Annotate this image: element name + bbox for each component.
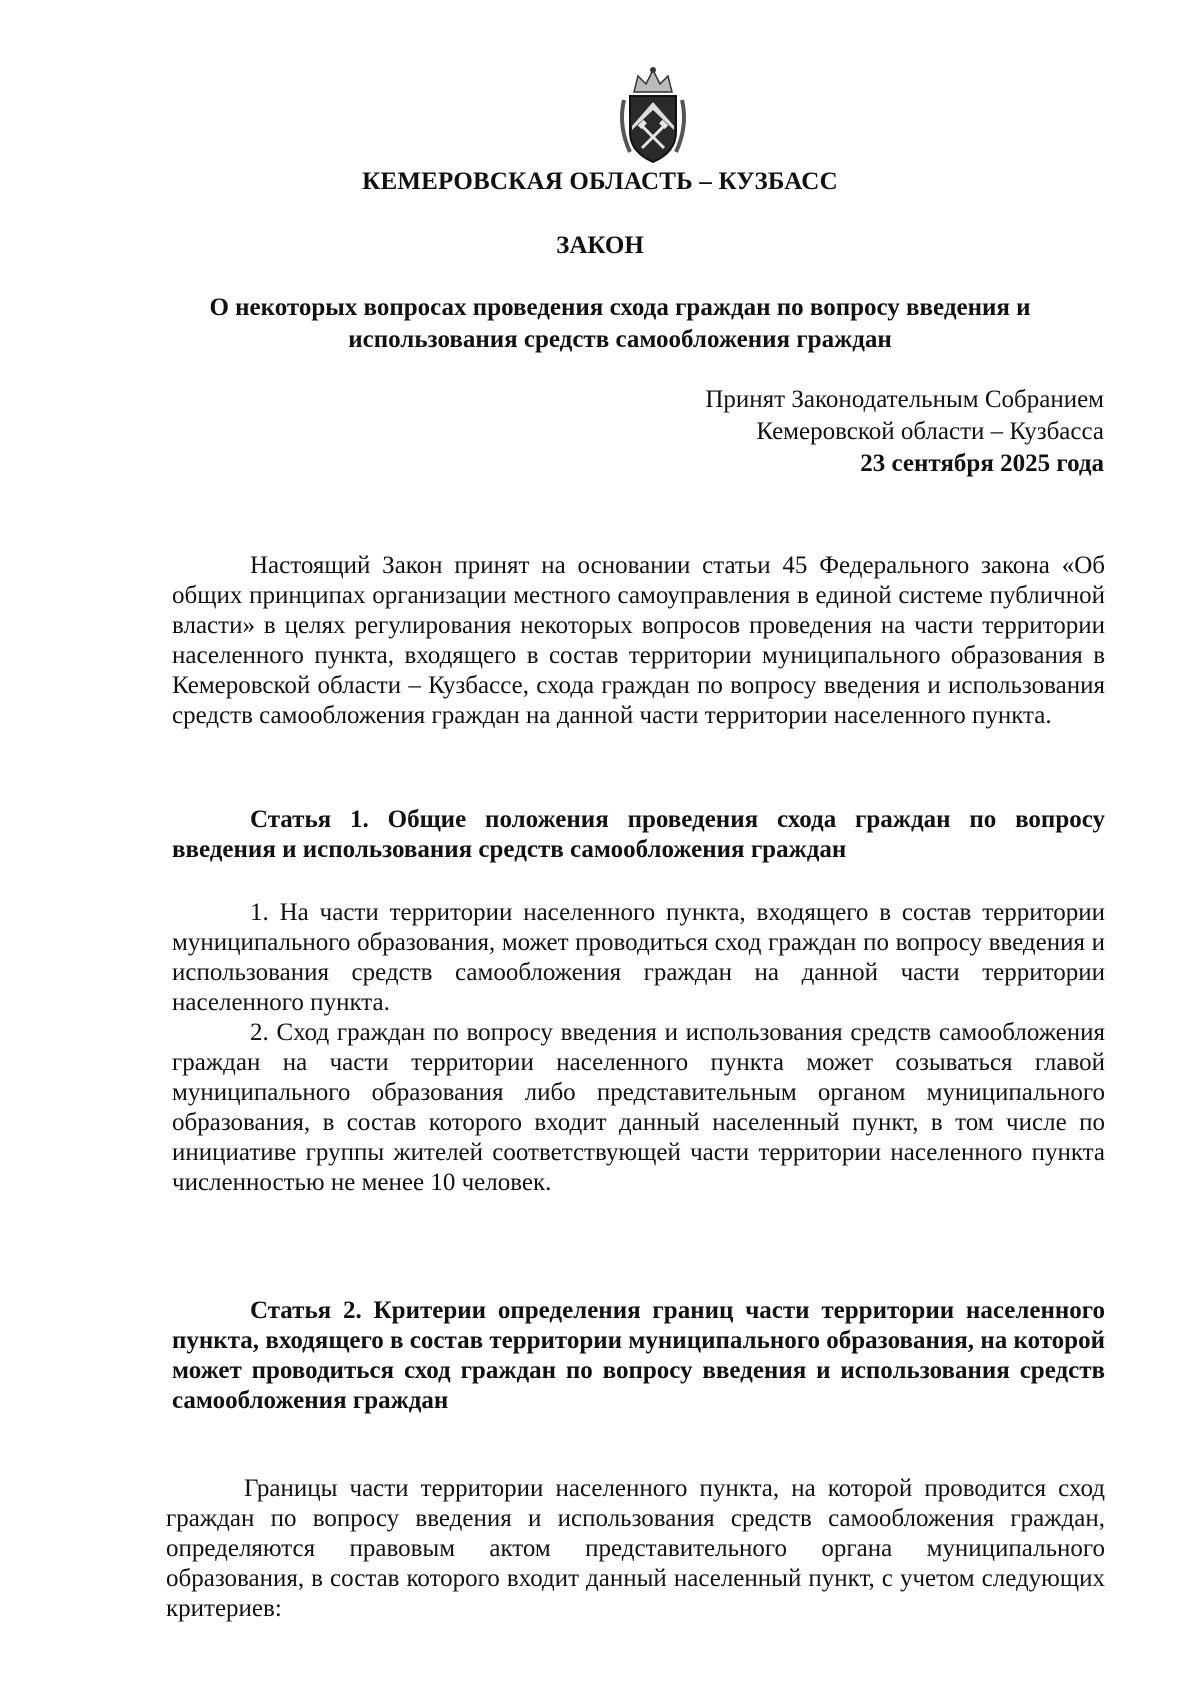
article-1-body: [172, 898, 1105, 1198]
article-1-heading: Статья 1. Общие положения проведения схода граждан по вопросу введения и использования средств самообложения граждан: [172, 806, 1105, 863]
article-1-item-2: 2. Сход граждан по вопросу введения и использования средств самообложения граждан на части территории населенного пункта может созываться главой муниципального образования либо представительным органом муниципального образования, в состав которого входит данный населенный пункт, в том числе по инициативе группы жителей соответствующей части территории населенного пункта численностью не менее 10 человек.: [172, 1019, 1105, 1196]
document-type: ЗАКОН: [556, 232, 644, 259]
preamble-paragraph: Настоящий Закон принят на основании статьи 45 Федерального закона «Об общих принципах организации местного самоуправления в единой системе публичной власти» в целях регулирования некоторых вопросов проведения на части территории населенного пункта, входящего в состав территории муниципального образования в Кемеровской области – Кузбассе, схода граждан по вопросу введения и использования средств самообложения граждан на данной части территории населенного пункта.: [172, 552, 1105, 729]
coat-of-arms-icon: [616, 66, 690, 166]
adoption-line-2: Кемеровской области – Кузбасса: [756, 418, 1104, 445]
region-name: КЕМЕРОВСКАЯ ОБЛАСТЬ – КУЗБАСС: [362, 168, 838, 195]
article-1-item-1: 1. На части территории населенного пункта, входящего в состав территории муниципального образования, может проводиться сход граждан по вопросу введения и использования средств самообложения граждан на данной части территории населенного пункта.: [172, 899, 1105, 1016]
adoption-note: [544, 384, 1104, 480]
adoption-date: 23 сентября 2025 года: [860, 450, 1104, 477]
adoption-line-1: Принят Законодательным Собранием: [705, 386, 1104, 413]
article-2-paragraph: Границы части территории населенного пункта, на которой проводится сход граждан по вопросу введения и использования средств самообложения граждан, определяются правовым актом представительного органа муниципального образования, в состав которого входит данный населенный пункт, с учетом следующих критериев:: [166, 1475, 1105, 1622]
law-title: О некоторых вопросах проведения схода граждан по вопросу введения и использования средств самообложения граждан: [209, 294, 1031, 353]
article-2-heading: Статья 2. Критерии определения границ части территории населенного пункта, входящего в состав территории муниципального образования, на которой может проводиться сход граждан по вопросу введения и использования средств самообложения граждан: [172, 1297, 1105, 1414]
